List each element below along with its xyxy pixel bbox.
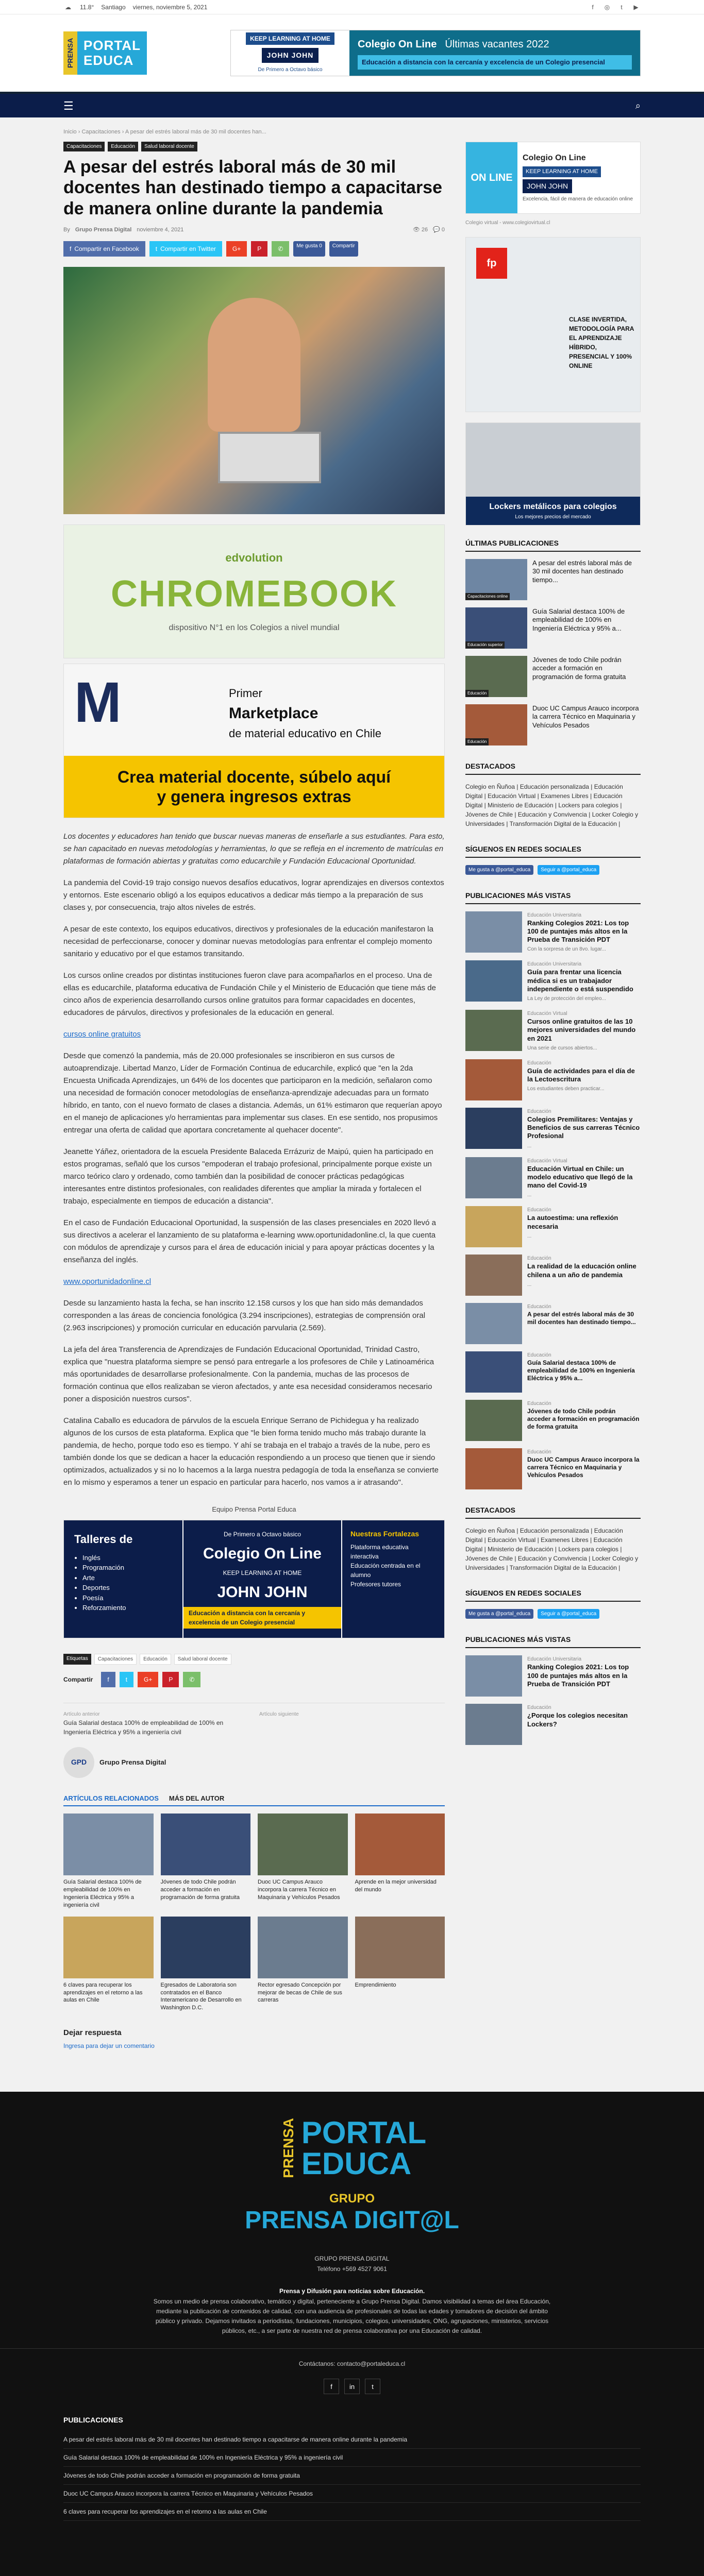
marketplace-ad[interactable]: M Primer Marketplace de material educativo en Chile Crea material docente, súbelo aquí y genera ingresos extras (63, 664, 445, 818)
footer-post-link[interactable]: 6 claves para recuperar los aprendizajes en el retorno a las aulas en Chile (63, 2503, 641, 2521)
share-twitter-button[interactable]: t Compartir en Twitter (149, 241, 222, 257)
weather-city: Santiago (101, 4, 126, 11)
tag-link[interactable]: Salud laboral docente (174, 1654, 231, 1665)
footer-post-link[interactable]: Duoc UC Campus Arauco incorpora la carrera Técnico en Maquinaria y Vehículos Pesados (63, 2485, 641, 2503)
menu-icon[interactable]: ☰ (63, 99, 74, 112)
share-facebook-button[interactable]: f Compartir en Facebook (63, 241, 145, 257)
site-logo[interactable]: PRENSA PORTAL EDUCA (63, 31, 218, 75)
fb-share-button[interactable]: Compartir (329, 241, 358, 257)
paragraph: La jefa del área Transferencia de Aprendizajes de Fundación Educacional Oportunidad, Trinidad Castro, explica que "nuestra plataforma siempre se pensó para entregarle a los profesores de Chile y Latinoamérica más oportunidades de desarrollarse profesionalmente. Con la pandemia, muchas de las procesos de formación continua que ellos realizaban se vieron afectados, y ante esa necesidad consideramos necesario poner a disposición nuestros cursos". (63, 1345, 434, 1404)
footer-post-link[interactable]: A pesar del estrés laboral más de 30 mil docentes han destinado tiempo a capacitarse de manera online durante la pandemia (63, 2431, 641, 2449)
paragraph: Desde que comenzó la pandemia, más de 20.000 profesionales se inscribieron en sus cursos de autoaprendizaje. Libertad Manzo, Líder de Formación Continua de educarchile, explicó que "en la 2da Encuesta Unificada Aprendizajes, un 64% de los docentes que participaron en la medición, señalaron como una necesidad de formación conocer metodologías de enseñanza-aprendizaje adecuadas para un formato híbrido, en tanto, con el nuevo formato de clases a distancia. Además, un 61% estimaron que requerían apoyo en el manejo de aplicaciones y/o herramientas para implementar sus clases. En ese sentido, nos propusimos entregar una oferta de calidad que aportara concretamente al quehacer docente". (63, 1052, 442, 1135)
site-footer (0, 2092, 704, 2576)
top-bar (0, 0, 704, 14)
related-card[interactable]: Egresados de Laboratoria son contratados en el Banco Interamericano de Desarrollo en Washington D.C. (161, 1917, 251, 2012)
twitter-icon[interactable]: t (621, 4, 623, 11)
tag-link[interactable]: Capacitaciones (94, 1654, 137, 1665)
site-header (0, 14, 704, 92)
current-date: viernes, noviembre 5, 2021 (132, 4, 208, 11)
share-googleplus-button[interactable]: G+ (138, 1672, 158, 1687)
latest-post[interactable]: Educación Jóvenes de todo Chile podrán acceder a formación en programación de forma gratuita (465, 656, 641, 697)
related-card[interactable]: Duoc UC Campus Arauco incorpora la carrera Técnico en Maquinaria y Vehículos Pesados (258, 1814, 348, 1909)
main-nav (0, 92, 704, 117)
article-body (63, 831, 445, 1489)
author-avatar[interactable]: GPD (63, 1747, 94, 1778)
most-viewed-list (465, 911, 641, 1490)
related-grid (63, 1814, 445, 2012)
section-title: SÍGUENOS EN REDES SOCIALES (465, 1588, 641, 1602)
ad-caption: Colegio virtual - www.colegiovirtual.cl (465, 219, 550, 226)
tab-more-author[interactable]: MÁS DEL AUTOR (169, 1794, 225, 1802)
social-follow (465, 865, 641, 875)
breadcrumb[interactable]: Inicio › Capacitaciones › A pesar del estrés laboral más de 30 mil docentes han... (63, 129, 266, 135)
section-title: PUBLICACIONES MÁS VISTAS (465, 890, 641, 904)
twitter-follow-button[interactable]: Seguir a @portal_educa (538, 865, 599, 875)
paragraph: A pesar de este contexto, los equipos educativos, directivos y profesionales de la educación manifestaron la necesidad de perfeccionarse, conocer y dominar nuevas metodologías para enfrentar el complejo momento sanitario y educativo por el que estamos transitando. (63, 925, 433, 959)
share-facebook-button[interactable]: f (101, 1672, 115, 1687)
prev-article-link[interactable]: Artículo anterior Guía Salarial destaca 100% de empleabilidad de 100% en Ingeniería Eléctrica y 95% a ingeniería civil (63, 1711, 224, 1736)
author-name[interactable]: Grupo Prensa Digital (99, 1758, 166, 1767)
related-card[interactable]: 6 claves para recuperar los aprendizajes en el retorno a las aulas en Chile (63, 1917, 154, 2012)
article-categories (63, 142, 445, 151)
marketplace-logo: M (74, 671, 122, 735)
related-card[interactable]: Jóvenes de todo Chile podrán acceder a formación en programación de forma gratuita (161, 1814, 251, 1909)
fp-logo: fp (476, 248, 507, 279)
facebook-like-button[interactable]: Me gusta a @portal_educa (465, 1609, 533, 1619)
facebook-like-button[interactable]: Me gusta a @portal_educa (465, 865, 533, 875)
paragraph: Los docentes y educadores han tenido que buscar nuevas maneras de enseñarle a sus estudiantes. Para esto, se han capacitado en nuevas metodologías y herramientas, lo que se refleja en el incremento de matrículas en plataformas de formación abiertas y gratuitas como educarchile y Fundación Educacional Oportunidad. (63, 832, 445, 866)
related-card[interactable]: Aprende en la mejor universidad del mundo (355, 1814, 445, 1909)
featured-links[interactable]: Colegio en Ñuñoa | Educación personalizada | Educación Digital | Educación Virtual | Examenes Libres | Educación Digital | Ministerio de Educación | Lockers para colegios | Jóvenes de Chile | Educación y Convivencia | Locker Colegio y Universidades | Transformación Digital de la Educación | (465, 783, 639, 827)
section-title: PUBLICACIONES MÁS VISTAS (465, 1634, 641, 1648)
footer-logo-portal-educa[interactable]: PRENSA PORTAL EDUCA (280, 2115, 427, 2181)
most-viewed-item[interactable]: Educación Virtual Educación Virtual en Chile: un modelo educativo que llegó de la mano del Covid-19 ... (465, 1157, 641, 1199)
paragraph: Catalina Caballo es educadora de párvulos de la escuela Enrique Serrano de Pichidegua y ha realizado algunos de los cursos de esta plataforma. Explica que "le bien forma tenido mucho más trabajo durante la pandemia, de hecho, porque todo eso es tiempo. Y ahí se trabaja en el trabajo a través de la nube, pero es también donde los que se dedican a hacer la educación respondiendo a un proceso que tienen que ir siendo optimizados, actualizados y si no lo hacemos a la larga nuestra pedagogía de toda la enseñanza se convierte en lo mismo y esperamos a tener un espacio en particular para hacerlo, nos vamos a ir atrasando". (63, 1416, 439, 1487)
featured-links[interactable]: Colegio en Ñuñoa | Educación personalizada | Educación Digital | Educación Virtual | Examenes Libres | Educación Digital | Ministerio de Educación | Lockers para colegios | Jóvenes de Chile | Educación y Convivencia | Locker Colegio y Universidades | Transformación Digital de la Educación | (465, 1527, 639, 1572)
most-viewed-item[interactable]: Educación Guía de actividades para el día de la Lectoescritura Los estudiantes deben practicar... (465, 1059, 641, 1100)
views-count: 👁 26 (412, 226, 428, 233)
flipped-classroom-ad[interactable]: fp CLASE INVERTIDA, METODOLOGÍA PARA EL APRENDIZAJE HÍBRIDO, PRESENCIAL Y 100% ONLINE (465, 237, 641, 412)
instagram-icon[interactable]: ◎ (604, 4, 610, 11)
prev-next-nav (63, 1703, 445, 1737)
tag-link[interactable]: Educación (140, 1654, 171, 1665)
most-viewed-item[interactable]: Educación ¿Porque los colegios necesitan Lockers? (465, 1704, 641, 1745)
footer-contact-info: GRUPO PRENSA DIGITAL Teléfono +569 4527 9061 (314, 2255, 390, 2273)
most-viewed-item[interactable]: Educación Duoc UC Campus Arauco incorpora la carrera Técnico en Maquinaria y Vehículos Pesados (465, 1448, 641, 1489)
facebook-icon[interactable]: f (592, 4, 594, 11)
paragraph (63, 1028, 445, 1041)
share-pinterest-button[interactable]: P (251, 241, 267, 257)
category-tag[interactable]: Capacitaciones (63, 142, 105, 151)
related-card[interactable]: Rector egresado Concepción por mejorar de becas de Chile de sus carreras (258, 1917, 348, 2012)
facebook-icon[interactable]: f (324, 2379, 339, 2394)
most-viewed-item[interactable]: Educación Universitaria Ranking Colegios 2021: Los top 100 de puntajes más altos en la Prueba de Transición PDT (465, 1655, 641, 1697)
most-viewed-item[interactable]: Educación La autoestima: una reflexión necesaria ... (465, 1206, 641, 1247)
footer-post-link[interactable]: Jóvenes de todo Chile podrán acceder a formación en programación de forma gratuita (63, 2467, 641, 2485)
footer-contact-email[interactable]: Contáctanos: contacto@portaleduca.cl (0, 2348, 704, 2368)
paragraph: La pandemia del Covid-19 trajo consigo nuevos desafíos educativos, lograr aprendizajes en diversos contextos y entornos. Este escenario obligó a los equipos educativos a dedicar más tiempo a la preparación de sus clases y, por consecuencia, trajo altos niveles de estrés. (63, 878, 444, 912)
share-pinterest-button[interactable]: P (162, 1672, 179, 1687)
twitter-icon: t (155, 245, 158, 253)
article-title: A pesar del estrés laboral más de 30 mil docentes han destinado tiempo a capacitarse de manera online durante la pandemia (63, 157, 443, 219)
article-hero-image (63, 267, 445, 514)
search-icon[interactable]: ⌕ (635, 100, 641, 111)
cursos-online-link[interactable]: cursos online gratuitos (63, 1030, 141, 1039)
paragraph: Los cursos online creados por distintas instituciones fueron clave para acompañarlos en el proceso. Una de ellas es educarchile, plataforma educativa de Fundación Chile y el Ministerio de Educación que tiene más de cinco años de experiencia desarrollando cursos online gratuitos para formar capacidades en docentes, educadores de párvulos, directivos y profesionales de la educación en general. (63, 971, 436, 1018)
paragraph: Desde su lanzamiento hasta la fecha, se han inscrito 12.158 cursos y los que han sido más demandados corresponden a las áreas de conciencia fonológica (3.294 inscripciones), estrategias de comprensión oral (2.963 inscripciones) y promoción curricular en educación parvularia (2.569). (63, 1299, 426, 1333)
twitter-icon[interactable]: t (365, 2379, 380, 2394)
share-twitter-button[interactable]: t (120, 1672, 133, 1687)
comments-title: Dejar respuesta (63, 2028, 122, 2038)
sidebar (465, 142, 641, 2071)
article-tags: Etiquetas Capacitaciones Educación Salud laboral docente (63, 1654, 445, 1665)
comments-count[interactable]: 💬 0 (433, 226, 445, 233)
latest-post[interactable]: Educación Duoc UC Campus Arauco incorpora la carrera Técnico en Maquinaria y Vehículos Pesados (465, 704, 641, 745)
tab-related[interactable]: ARTÍCULOS RELACIONADOS (63, 1794, 159, 1802)
category-tag[interactable]: Salud laboral docente (141, 142, 197, 151)
team-credit: Equipo Prensa Portal Educa (212, 1505, 296, 1514)
author-link[interactable]: Grupo Prensa Digital (75, 226, 132, 233)
publish-date: noviembre 4, 2021 (137, 226, 184, 233)
most-viewed-item[interactable]: Educación Colegios Premilitares: Ventajas y Beneficios de sus carreras Técnico Profesional ... (465, 1108, 641, 1150)
section-title: SÍGUENOS EN REDES SOCIALES (465, 844, 641, 858)
cloud-icon: ☁ (65, 4, 71, 11)
twitter-follow-button[interactable]: Seguir a @portal_educa (538, 1609, 599, 1619)
paragraph: En el caso de Fundación Educacional Oportunidad, la suspensión de las clases presenciales en 2020 llevó a sus directivos a acelerar el lanzamiento de su plataforma e-learning www.oportunidadonline.cl, la que cuenta con módulos de aprendizaje y cursos para el área de educación inicial y para apoyar prácticas docentes y la enseñanza del inglés. (63, 1218, 436, 1265)
oportunidad-link[interactable]: www.oportunidadonline.cl (63, 1277, 152, 1286)
latest-post[interactable]: Educación superior Guía Salarial destaca 100% de empleabilidad de 100% en Ingeniería Eléctrica y 95% a... (465, 607, 641, 649)
login-to-comment-link[interactable]: Ingresa para dejar un comentario (63, 2042, 155, 2049)
instagram-icon[interactable]: in (344, 2379, 360, 2394)
chromebook-ad[interactable]: edvolution CHROMEBOOK dispositivo N°1 en los Colegios a nivel mundial (63, 524, 445, 658)
related-card[interactable]: Guía Salarial destaca 100% de empleabilidad de 100% en Ingeniería Eléctrica y 95% a ingeniería civil (63, 1814, 154, 1909)
most-viewed-item[interactable]: Educación Universitaria Guía para frentar una licencia médica si es un trabajador independiente o está suspendido La Ley de protección del empleo... (465, 960, 641, 1003)
lockers-ad[interactable]: Lockers metálicos para colegios Los mejores precios del mercado (465, 422, 641, 526)
share-whatsapp-button[interactable]: ✆ (183, 1672, 200, 1687)
footer-post-link[interactable]: Guía Salarial destaca 100% de empleabilidad de 100% en Ingeniería Eléctrica y 95% a ingeniería civil (63, 2449, 641, 2467)
section-title: DESTACADOS (465, 1505, 641, 1519)
most-viewed-item[interactable]: Educación Virtual Cursos online gratuitos de las 10 mejores universidades del mundo en 2021 Una serie de cursos abiertos... (465, 1010, 641, 1052)
most-viewed-item[interactable]: Educación A pesar del estrés laboral más de 30 mil docentes han destinado tiempo... (465, 1303, 641, 1344)
colegio-online-sidebar-ad[interactable]: ON LINE Colegio On Line KEEP LEARNING AT HOME JOHN JOHN Excelencia, fácil de manera de educación online (465, 142, 641, 214)
related-tabs (63, 1793, 445, 1807)
share-whatsapp-button[interactable]: ✆ (272, 241, 289, 257)
like-button[interactable]: Me gusta 0 (293, 241, 325, 257)
share-googleplus-button[interactable]: G+ (226, 241, 247, 257)
facebook-icon: f (70, 245, 72, 253)
related-card[interactable]: Emprendimiento (355, 1917, 445, 2012)
most-viewed-item[interactable]: Educación Guía Salarial destaca 100% de empleabilidad de 100% en Ingeniería Eléctrica y 95% a... (465, 1351, 641, 1393)
share-bottom: Compartir f t G+ P ✆ (63, 1672, 445, 1687)
section-title: ÚLTIMAS PUBLICACIONES (465, 538, 641, 552)
category-tag[interactable]: Educación (108, 142, 138, 151)
paragraph: Jeanette Yáñez, orientadora de la escuela Presidente Balaceda Errázuriz de Maipú, quien ha participado en estos programas, señaló que los cursos "empoderan el trabajo profesional, principalmente porque existe un marco teórico claro y ordenado, como también dan la posibilidad de conocer prácticas pedagógicas interesantes entre distintos profesionales, con realidades diferentes que ampliar la mirada y fortalecen el trabajo, especialmente en tiempos de educación a distancia". (63, 1147, 433, 1206)
footer-publications: PUBLICACIONES A pesar del estrés laboral más de 30 mil docentes han destinado tiempo a capacitarse de manera online durante la pandemia Guía Salarial destaca 100% de empleabilidad de 100% en Ingeniería Eléctrica y 95% a ingeniería civil Jóvenes de todo Chile podrán acceder a formación en programación de forma gratuita Duoc UC Campus Arauco incorpora la carrera Técnico en Maquinaria y Vehículos Pesados 6 claves para recuperar los aprendizajes en el retorno a las aulas en Chile (63, 2415, 641, 2521)
author-box (63, 1747, 445, 1778)
article-meta: By Grupo Prensa Digital noviembre 4, 2021 👁 26 💬 0 (63, 226, 445, 234)
footer-logo-grupo-prensa-digital[interactable]: GRUPO PRENSA DIGIT@L (245, 2191, 459, 2234)
article (63, 142, 445, 2071)
footer-about: Prensa y Difusión para noticias sobre Educación. Somos un medio de prensa colaborativo, temático y digital, perteneciente a Grupo Prensa Digital. Damos visibilidad a temas del área Educación, mediante la publicación de contenidos de calidad, con una audiencia de profesionales de todas las edades y tomadores de decisión del ámbito público y privado. Dejamos invitados a periodistas, fundaciones, municipios, colegios, universidades, ONG, agrupaciones, ministerios, servicios públicos, etc., a ser parte de nuestra red de prensa colaborativa por una Educación de calidad. (153, 2287, 551, 2335)
next-article-link[interactable]: Artículo siguiente (259, 1711, 299, 1717)
footer-social (0, 2379, 704, 2394)
most-viewed-item[interactable]: Educación La realidad de la educación online chilena a un año de pandemia ... (465, 1255, 641, 1296)
youtube-icon[interactable]: ▶ (633, 4, 639, 11)
share-bar (63, 241, 445, 257)
weather-temp: 11.8° (80, 4, 94, 11)
paragraph (63, 1276, 445, 1288)
colegio-online-ad[interactable]: Talleres de • Inglés • Programación • Arte • Deportes • Poesía • Reforzamiento De Primero a Octavo básico Colegio On Line KEEP LEARNING AT HOME JOHN JOHN Educación a distancia con la cercanía y excelencia de un Colegio presencial Nuestras Fortalezas Plataforma educativa interactiva Educación centrada en el alumno Profesores tutores (63, 1520, 445, 1638)
section-title: DESTACADOS (465, 761, 641, 775)
latest-post[interactable]: Capacitaciones online A pesar del estrés laboral más de 30 mil docentes han destinado tiempo... (465, 559, 641, 600)
most-viewed-item[interactable]: Educación Jóvenes de todo Chile podrán acceder a formación en programación de forma gratuita (465, 1400, 641, 1441)
social-follow (465, 1609, 641, 1619)
most-viewed-list (465, 1655, 641, 1745)
most-viewed-item[interactable]: Educación Universitaria Ranking Colegios 2021: Los top 100 de puntajes más altos en la Prueba de Transición PDT Con la sorpresa de un 8vo. lugar... (465, 911, 641, 954)
header-ad-banner[interactable]: KEEP LEARNING AT HOME JOHN JOHN De Primero a Octavo básico Colegio On Line Últimas vacantes 2022 Educación a distancia con la cercanía y excelencia de un Colegio presencial (230, 30, 641, 76)
